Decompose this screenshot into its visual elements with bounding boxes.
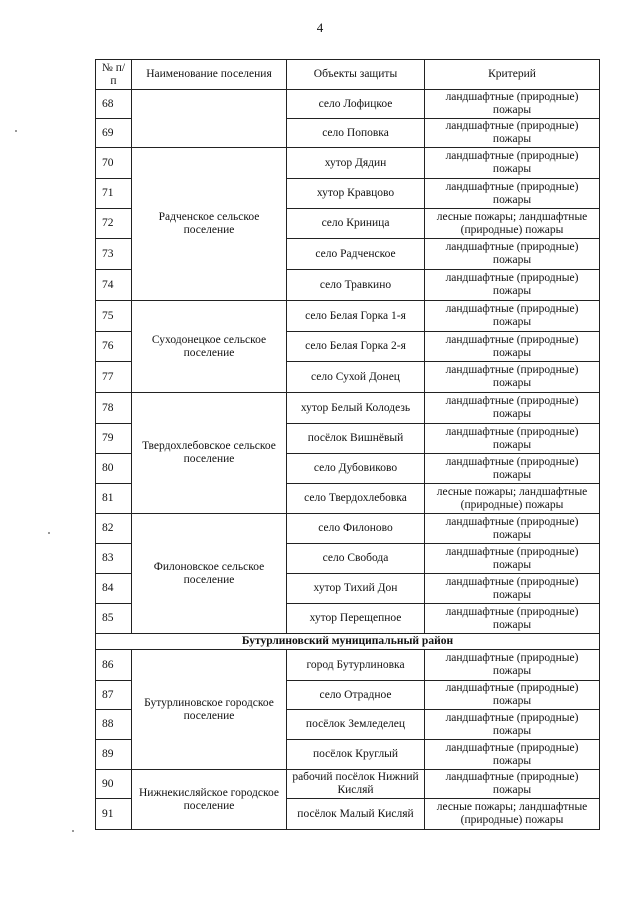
- row-num: 78: [96, 393, 132, 424]
- table-row: [96, 90, 600, 119]
- object-cell: хутор Белый Колодезь: [287, 393, 425, 424]
- object-cell: село Криница: [287, 209, 425, 239]
- criterion-cell: ландшафтные (природные) пожары: [425, 544, 600, 574]
- row-num: 71: [96, 179, 132, 209]
- criterion-cell: ландшафтные (природные) пожары: [425, 239, 600, 270]
- criterion-cell: ландшафтные (природные) пожары: [425, 681, 600, 710]
- section-row: [96, 634, 600, 650]
- object-cell: село Белая Горка 1-я: [287, 301, 425, 332]
- criterion-cell: лесные пожары; ландшафтные (природные) пожары: [425, 799, 600, 830]
- object-cell: село Твердохлебовка: [287, 484, 425, 514]
- criterion-cell: ландшафтные (природные) пожары: [425, 514, 600, 544]
- criterion-cell: ландшафтные (природные) пожары: [425, 710, 600, 740]
- object-cell: хутор Перещепное: [287, 604, 425, 634]
- object-cell: село Дубовиково: [287, 454, 425, 484]
- object-cell: село Поповка: [287, 119, 425, 148]
- table-row: [96, 393, 600, 424]
- section-heading: Бутурлиновский муниципальный район: [96, 634, 600, 650]
- object-cell: хутор Тихий Дон: [287, 574, 425, 604]
- object-cell: рабочий посёлок Нижний Кисляй: [287, 770, 425, 799]
- criterion-cell: ландшафтные (природные) пожары: [425, 270, 600, 301]
- row-num: 86: [96, 650, 132, 681]
- object-cell: село Лофицкое: [287, 90, 425, 119]
- object-cell: хутор Кравцово: [287, 179, 425, 209]
- object-cell: село Филоново: [287, 514, 425, 544]
- row-num: 79: [96, 424, 132, 454]
- header-num: № п/п: [96, 60, 132, 90]
- settlement-filonovskoe: Филоновское сельское поселение: [132, 514, 287, 634]
- criterion-cell: ландшафтные (природные) пожары: [425, 454, 600, 484]
- page-number: 4: [316, 20, 324, 35]
- criterion-cell: ландшафтные (природные) пожары: [425, 424, 600, 454]
- criterion-cell: ландшафтные (природные) пожары: [425, 740, 600, 770]
- criterion-cell: ландшафтные (природные) пожары: [425, 332, 600, 362]
- object-cell: хутор Дядин: [287, 148, 425, 179]
- criterion-cell: ландшафтные (природные) пожары: [425, 90, 600, 119]
- header-criterion: Критерий: [425, 60, 600, 90]
- row-num: 89: [96, 740, 132, 770]
- criterion-cell: ландшафтные (природные) пожары: [425, 770, 600, 799]
- object-cell: село Белая Горка 2-я: [287, 332, 425, 362]
- criterion-cell: ландшафтные (природные) пожары: [425, 574, 600, 604]
- criterion-cell: ландшафтные (природные) пожары: [425, 362, 600, 393]
- criterion-cell: ландшафтные (природные) пожары: [425, 301, 600, 332]
- row-num: 72: [96, 209, 132, 239]
- scan-speck: [15, 130, 17, 132]
- object-cell: посёлок Малый Кисляй: [287, 799, 425, 830]
- criterion-cell: ландшафтные (природные) пожары: [425, 650, 600, 681]
- criterion-cell: ландшафтные (природные) пожары: [425, 148, 600, 179]
- row-num: 85: [96, 604, 132, 634]
- object-cell: посёлок Вишнёвый: [287, 424, 425, 454]
- table-row: [96, 148, 600, 179]
- object-cell: село Свобода: [287, 544, 425, 574]
- table-row: [96, 770, 600, 799]
- row-num: 75: [96, 301, 132, 332]
- row-num: 73: [96, 239, 132, 270]
- criterion-cell: ландшафтные (природные) пожары: [425, 604, 600, 634]
- object-cell: село Радченское: [287, 239, 425, 270]
- row-num: 81: [96, 484, 132, 514]
- row-num: 84: [96, 574, 132, 604]
- table-row: [96, 650, 600, 681]
- row-num: 76: [96, 332, 132, 362]
- row-num: 90: [96, 770, 132, 799]
- header-settlement: Наименование поселения: [132, 60, 287, 90]
- header-object: Объекты защиты: [287, 60, 425, 90]
- row-num: 87: [96, 681, 132, 710]
- row-num: 80: [96, 454, 132, 484]
- row-num: 70: [96, 148, 132, 179]
- object-cell: город Бутурлиновка: [287, 650, 425, 681]
- settlement-cell-empty: [132, 90, 287, 148]
- row-num: 77: [96, 362, 132, 393]
- criterion-cell: ландшафтные (природные) пожары: [425, 393, 600, 424]
- object-cell: посёлок Земледелец: [287, 710, 425, 740]
- row-num: 69: [96, 119, 132, 148]
- criterion-cell: лесные пожары; ландшафтные (природные) пожары: [425, 484, 600, 514]
- settlement-buturlinovskoe: Бутурлиновское городское поселение: [132, 650, 287, 770]
- criterion-cell: ландшафтные (природные) пожары: [425, 179, 600, 209]
- scan-speck: [72, 830, 74, 832]
- criterion-cell: ландшафтные (природные) пожары: [425, 119, 600, 148]
- scan-speck: [48, 532, 50, 534]
- row-num: 83: [96, 544, 132, 574]
- object-cell: село Травкино: [287, 270, 425, 301]
- settlement-tverdokhlebovskoe: Твердохлебовское сельское поселение: [132, 393, 287, 514]
- object-cell: село Отрадное: [287, 681, 425, 710]
- table-header-row: [96, 60, 600, 90]
- settlement-sukhodonetskoe: Суходонецкое сельское поселение: [132, 301, 287, 393]
- row-num: 88: [96, 710, 132, 740]
- table-row: [96, 514, 600, 544]
- row-num: 91: [96, 799, 132, 830]
- row-num: 82: [96, 514, 132, 544]
- settlement-radchenskoe: Радченское сельское поселение: [132, 148, 287, 301]
- row-num: 68: [96, 90, 132, 119]
- object-cell: село Сухой Донец: [287, 362, 425, 393]
- table-row: [96, 301, 600, 332]
- protection-objects-table: [95, 59, 600, 830]
- criterion-cell: лесные пожары; ландшафтные (природные) пожары: [425, 209, 600, 239]
- row-num: 74: [96, 270, 132, 301]
- settlement-nizhnekislyaiskoe: Нижнекисляйское городское поселение: [132, 770, 287, 830]
- object-cell: посёлок Круглый: [287, 740, 425, 770]
